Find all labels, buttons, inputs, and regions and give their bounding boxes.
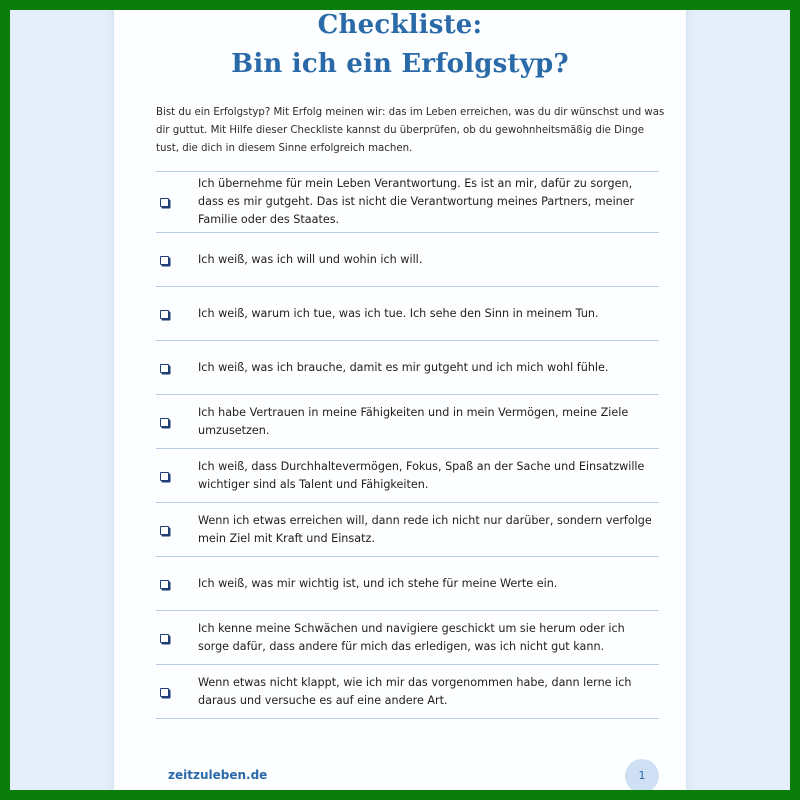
checklist-item xyxy=(156,395,659,449)
checklist-item-text: Ich weiß, warum ich tue, was ich tue. Ich sehe den Sinn in meinem Tun. xyxy=(198,306,599,320)
checklist-item-text: Ich kenne meine Schwächen und navigiere geschickt um sie herum oder ich sorge dafür, dass andere für mich das erledigen, was ich nicht gut kann. xyxy=(198,621,625,653)
checklist-item-text: Ich habe Vertrauen in meine Fähigkeiten und in mein Vermögen, meine Ziele umzusetzen. xyxy=(198,405,629,437)
checkbox-icon[interactable] xyxy=(160,634,169,643)
title-line-1: Checkliste: xyxy=(317,10,483,40)
checklist-item xyxy=(156,611,659,665)
checklist-item-text: Ich weiß, was mir wichtig ist, und ich stehe für meine Werte ein. xyxy=(198,576,558,590)
checkbox-icon[interactable] xyxy=(160,364,169,373)
checklist-item xyxy=(156,341,659,395)
checkbox-icon[interactable] xyxy=(160,256,169,265)
checklist-item-text: Wenn etwas nicht klappt, wie ich mir das vorgenommen habe, dann lerne ich daraus und versuche es auf eine andere Art. xyxy=(198,675,632,707)
intro-paragraph: Bist du ein Erfolgstyp? Mit Erfolg meinen wir: das im Leben erreichen, was du dir wünschst und was dir guttut. Mit Hilfe dieser Checkliste kannst du überprüfen, ob du gewohnheitsmäßig die Dinge tust, die dich in diesem Sinne erfolgreich machen. xyxy=(156,107,665,154)
title-line-2: Bin ich ein Erfolgstyp? xyxy=(231,49,569,79)
checklist-item xyxy=(156,449,659,503)
checkbox-icon[interactable] xyxy=(160,688,169,697)
checkbox-icon[interactable] xyxy=(160,310,169,319)
footer-brand: zeitzuleben.de xyxy=(168,768,268,782)
checklist-item-text: Ich weiß, was ich will und wohin ich will. xyxy=(198,252,423,266)
checklist-item xyxy=(156,233,659,287)
checkbox-icon[interactable] xyxy=(160,526,169,535)
checklist-item xyxy=(156,287,659,341)
checklist-item xyxy=(156,172,659,233)
checkbox-icon[interactable] xyxy=(160,198,169,207)
page-title xyxy=(114,10,686,84)
checklist-item-text: Ich weiß, was ich brauche, damit es mir gutgeht und ich mich wohl fühle. xyxy=(198,360,609,374)
checklist-item-text: Wenn ich etwas erreichen will, dann rede ich nicht nur darüber, sondern verfolge mein Ziel mit Kraft und Einsatz. xyxy=(198,513,652,545)
checklist xyxy=(156,171,659,719)
checklist-item-text: Ich übernehme für mein Leben Verantwortung. Es ist an mir, dafür zu sorgen, dass es mir gutgeht. Das ist nicht die Verantwortung meines Partners, meiner Familie oder des Staates. xyxy=(198,177,635,226)
image-frame xyxy=(10,10,790,790)
checkbox-icon[interactable] xyxy=(160,418,169,427)
checkbox-icon[interactable] xyxy=(160,580,169,589)
page-number-badge: 1 xyxy=(625,759,659,790)
checklist-item xyxy=(156,665,659,719)
checkbox-icon[interactable] xyxy=(160,472,169,481)
checklist-item xyxy=(156,503,659,557)
checklist-page xyxy=(114,10,686,790)
checklist-item-text: Ich weiß, dass Durchhaltevermögen, Fokus, Spaß an der Sache und Einsatzwille wichtiger sind als Talent und Fähigkeiten. xyxy=(198,459,645,491)
checklist-item xyxy=(156,557,659,611)
